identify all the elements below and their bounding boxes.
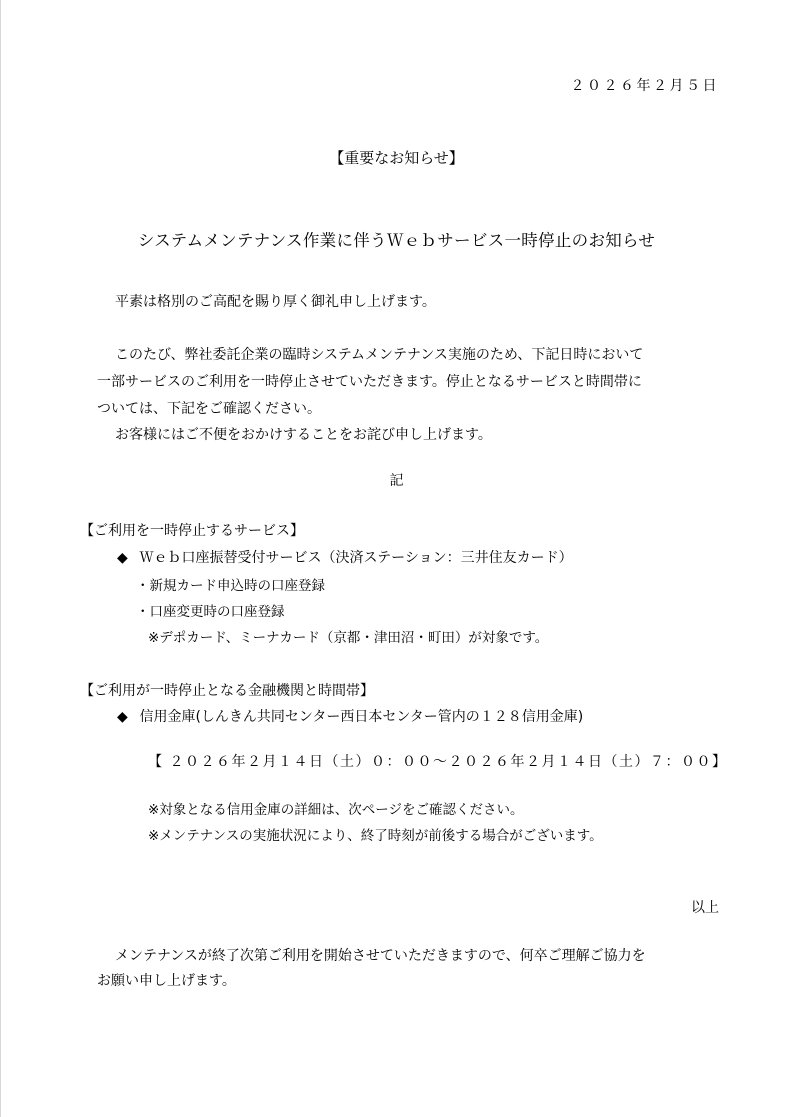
body-line-1: このたび、弊社委託企業の臨時システムメンテナンス実施のため、下記日時において [115,347,644,363]
institution-note-1: ※対象となる信用金庫の詳細は、次ページをご確認ください。 [148,802,524,818]
body-line-4: お客様にはご不便をおかけすることをお詫び申し上げます。 [115,427,492,443]
institution-name: 信用金庫(しんきん共同センター西日本センター管内の１２８信用金庫) [139,709,584,725]
diamond-bullet-icon: ◆ [117,550,128,566]
institution-note-2: ※メンテナンスの実施状況により、終了時刻が前後する場合がございます。 [148,828,603,844]
closing-line-1: メンテナンスが終了次第ご利用を開始させていただきますので、何卒ご理解ご協力を [115,948,646,964]
service-subitem-1: ・新規カード申込時の口座登録 [136,578,325,594]
institution-item [117,707,583,727]
closing-line-2: お願い申し上げます。 [97,973,236,989]
section-institutions-heading: 【ご利用が一時停止となる金融機関と時間帯】 [80,683,374,699]
service-note: ※デポカード、ミーナカード（京都・津田沼・町田）が対象です。 [148,630,549,646]
service-name: Ｗｅｂ口座振替受付サービス（決済ステーション：三井住友カード） [139,550,573,566]
document-date: ２０２６年２月５日 [570,78,719,94]
service-subitem-2: ・口座変更時の口座登録 [136,604,285,620]
section-services-heading: 【ご利用を一時停止するサービス】 [80,523,304,539]
notice-heading: 【重要なお知らせ】 [329,149,464,167]
ki-mark: 記 [389,473,404,489]
diamond-bullet-icon: ◆ [117,709,128,725]
greeting-text: 平素は格別のご高配を賜り厚く御礼申し上げます。 [115,294,436,310]
body-line-3: ついては、下記をご確認ください。 [97,401,321,417]
service-item [117,548,573,568]
notice-title: システムメンテナンス作業に伴うＷｅｂサービス一時停止のお知らせ [137,231,656,250]
body-line-2: 一部サービスのご利用を一時停止させていただきます。停止となるサービスと時間帯に [97,374,642,390]
suspension-period: 【 ２０２６年２月１４日（土）０：００～２０２６年２月１４日（土）７：００】 [148,754,728,770]
end-mark: 以上 [691,900,719,916]
